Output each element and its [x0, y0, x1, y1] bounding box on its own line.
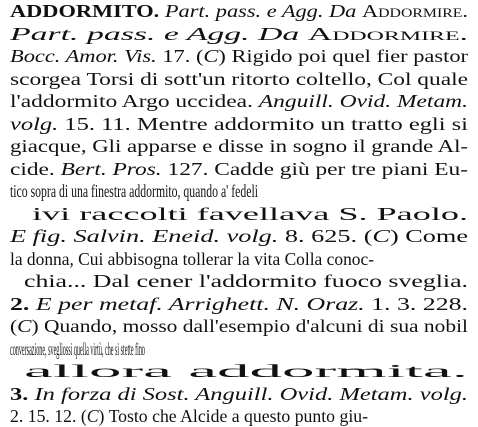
text-run: C — [86, 406, 99, 426]
text-run: chia... Dal cener l'addormito fuoco sveglia. — [24, 271, 468, 291]
entry-line — [10, 45, 468, 67]
text-run: ) Rigido poi quel fier pastor — [218, 46, 469, 66]
entry-line — [10, 23, 468, 45]
text-run: Addormire. — [307, 24, 468, 44]
entry-line — [10, 158, 468, 180]
text-run: tico sopra di una finestra addormito, quando a' fedeli — [10, 181, 258, 201]
text-run: conversazione, svegliossi quella virtù, che si stette fino — [10, 339, 145, 359]
entry-line — [10, 405, 368, 427]
text-run: ( — [10, 316, 18, 336]
entry-line — [10, 0, 468, 22]
entry-line — [24, 360, 468, 382]
text-run: l'addormito Argo uccidea. — [10, 91, 259, 111]
text-run: la donna, Cui abbisogna tollerar la vita Colla conoc- — [10, 249, 374, 269]
entry-line — [10, 113, 468, 135]
text-run: C — [372, 226, 390, 246]
entry-line — [10, 315, 468, 337]
text-run: Part. pass. e Agg. Da — [164, 1, 362, 21]
text-run: Bocc. Amor. Vis. — [10, 46, 163, 66]
entry-line — [10, 135, 468, 157]
entry-line — [10, 248, 374, 270]
entry-line — [24, 270, 468, 292]
text-run: giacque, Gli apparse e disse in sogno il grande Al- — [10, 136, 468, 156]
text-run: 1. 3. 228. — [371, 294, 469, 314]
entry-line — [10, 180, 258, 202]
entry-line — [32, 203, 468, 225]
entry-line — [10, 225, 468, 247]
entry-line — [10, 90, 468, 112]
text-run: volg. — [10, 114, 65, 134]
text-run: ) Come — [389, 226, 468, 246]
text-run: 3. — [10, 384, 35, 404]
entry-line — [10, 68, 468, 90]
entry-line — [10, 293, 468, 315]
text-run: Bert. Pros. — [60, 159, 168, 179]
entry-line — [10, 383, 468, 405]
text-run: allora addormita. — [24, 361, 468, 381]
text-run: Anguill. Ovid. Metam. — [258, 91, 468, 111]
text-run: 15. 11. Mentre addormito un tratto egli si — [64, 114, 468, 134]
text-run: Part. pass. e Agg. Da — [10, 24, 308, 44]
text-run: 8. 625. ( — [284, 226, 373, 246]
headword: ADDORMITO. — [10, 1, 160, 21]
text-run: C — [17, 316, 32, 336]
text-run: 127. Cadde giù per tre piani Eu- — [167, 159, 468, 179]
text-run: E fig. Salvin. Eneid. volg. — [10, 226, 285, 246]
text-run: 2. 15. 12. ( — [10, 406, 87, 426]
text-run: E per metaf. Arrighett. N. Oraz. — [35, 294, 372, 314]
text-run: 17. ( — [162, 46, 204, 66]
entry-line — [10, 338, 145, 360]
text-run: In forza di Sost. Anguill. Ovid. Metam. volg. — [34, 384, 469, 404]
text-run: ivi raccolti favellava S. Paolo. — [32, 204, 468, 224]
text-run: Addormire. — [361, 1, 468, 21]
text-run: cide. — [10, 159, 61, 179]
text-run: C — [203, 46, 219, 66]
text-run: ) Quando, mosso dall'esempio d'alcuni di sua nobil — [31, 316, 468, 336]
text-run: ) Tosto che Alcide a questo punto giu- — [98, 406, 368, 426]
text-run: 2. — [10, 294, 36, 314]
text-run: scorgea Torsi di sott'un ritorto coltello, Col quale — [10, 69, 468, 89]
